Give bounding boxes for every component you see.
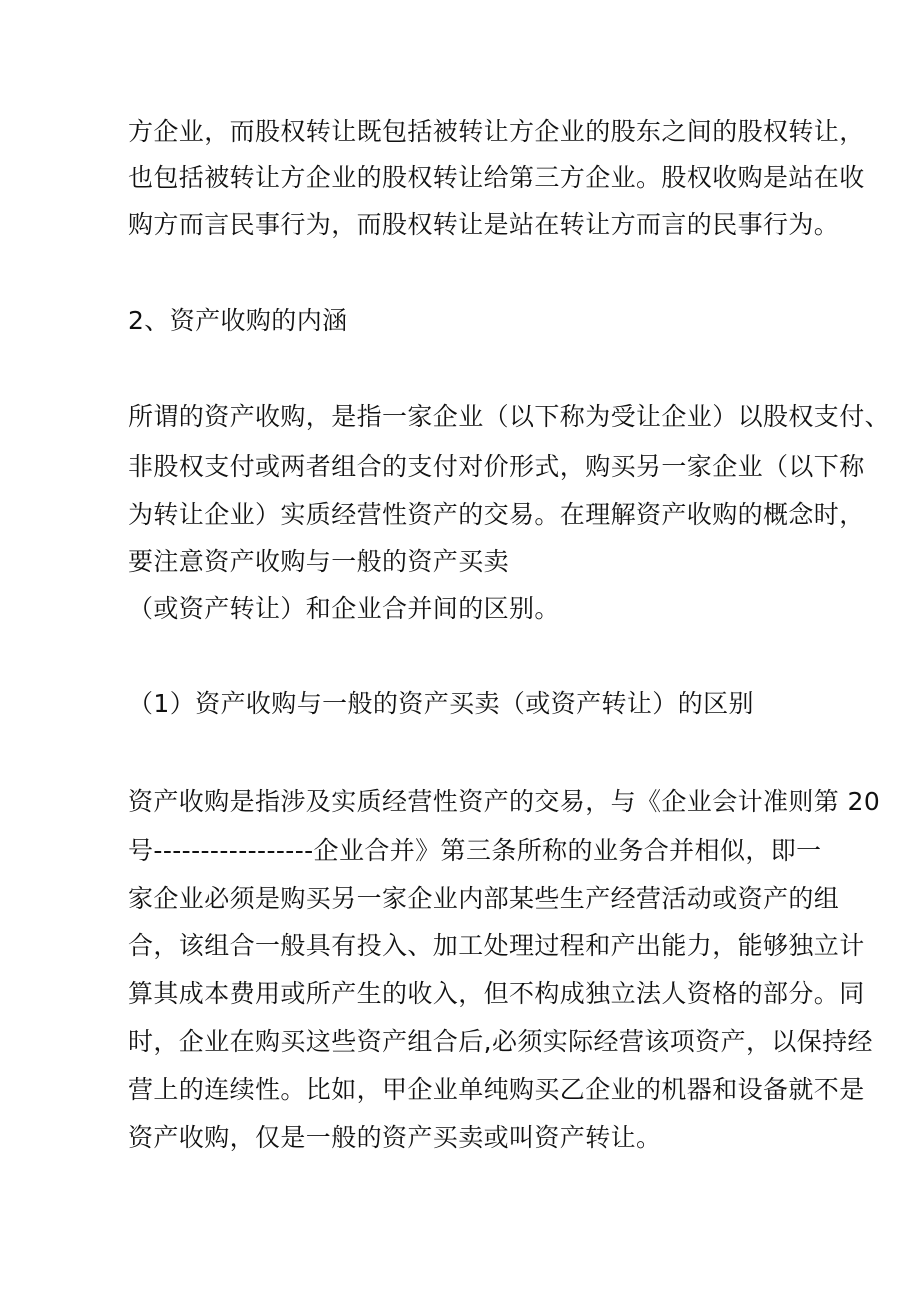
paragraph-3-line-3: 家企业必须是购买另一家企业内部某些生产经营活动或资产的组	[128, 884, 840, 913]
paragraph-3-line-7: 营上的连续性。比如，甲企业单纯购买乙企业的机器和设备就不是	[128, 1075, 865, 1104]
paragraph-2-line-4: 要注意资产收购与一般的资产买卖	[128, 547, 510, 576]
paragraph-3-line-1: 资产收购是指涉及实质经营性资产的交易，与《企业会计准则第 20	[128, 787, 881, 816]
paragraph-3-line-4: 合，该组合一般具有投入、加工处理过程和产出能力，能够独立计	[128, 931, 865, 960]
paragraph-1-line-3: 购方而言民事行为，而股权转让是站在转让方而言的民事行为。	[128, 210, 840, 239]
paragraph-1-line-2: 也包括被转让方企业的股权转让给第三方企业。股权收购是站在收	[128, 163, 865, 192]
paragraph-1-line-1: 方企业，而股权转让既包括被转让方企业的股东之间的股权转让，	[128, 117, 865, 146]
paragraph-2-line-3: 为转让企业）实质经营性资产的交易。在理解资产收购的概念时，	[128, 500, 865, 529]
paragraph-2-line-1: 所谓的资产收购，是指一家企业（以下称为受让企业）以股权支付、	[128, 402, 891, 431]
paragraph-2-line-5: （或资产转让）和企业合并间的区别。	[128, 594, 560, 623]
paragraph-3-line-5: 算其成本费用或所产生的收入，但不构成独立法人资格的部分。同	[128, 979, 865, 1008]
subsection-heading: （1）资产收购与一般的资产买卖（或资产转让）的区别	[128, 689, 754, 718]
paragraph-3-line-8: 资产收购，仅是一般的资产买卖或叫资产转让。	[128, 1123, 662, 1152]
paragraph-2-line-2: 非股权支付或两者组合的支付对价形式，购买另一家企业（以下称	[128, 452, 865, 481]
section-heading: 2、资产收购的内涵	[128, 306, 348, 335]
paragraph-3-line-6: 时，企业在购买这些资产组合后,必须实际经营该项资产，以保持经	[128, 1027, 873, 1056]
paragraph-3-line-2: 号-----------------企业合并》第三条所称的业务合并相似，即一	[128, 836, 822, 865]
